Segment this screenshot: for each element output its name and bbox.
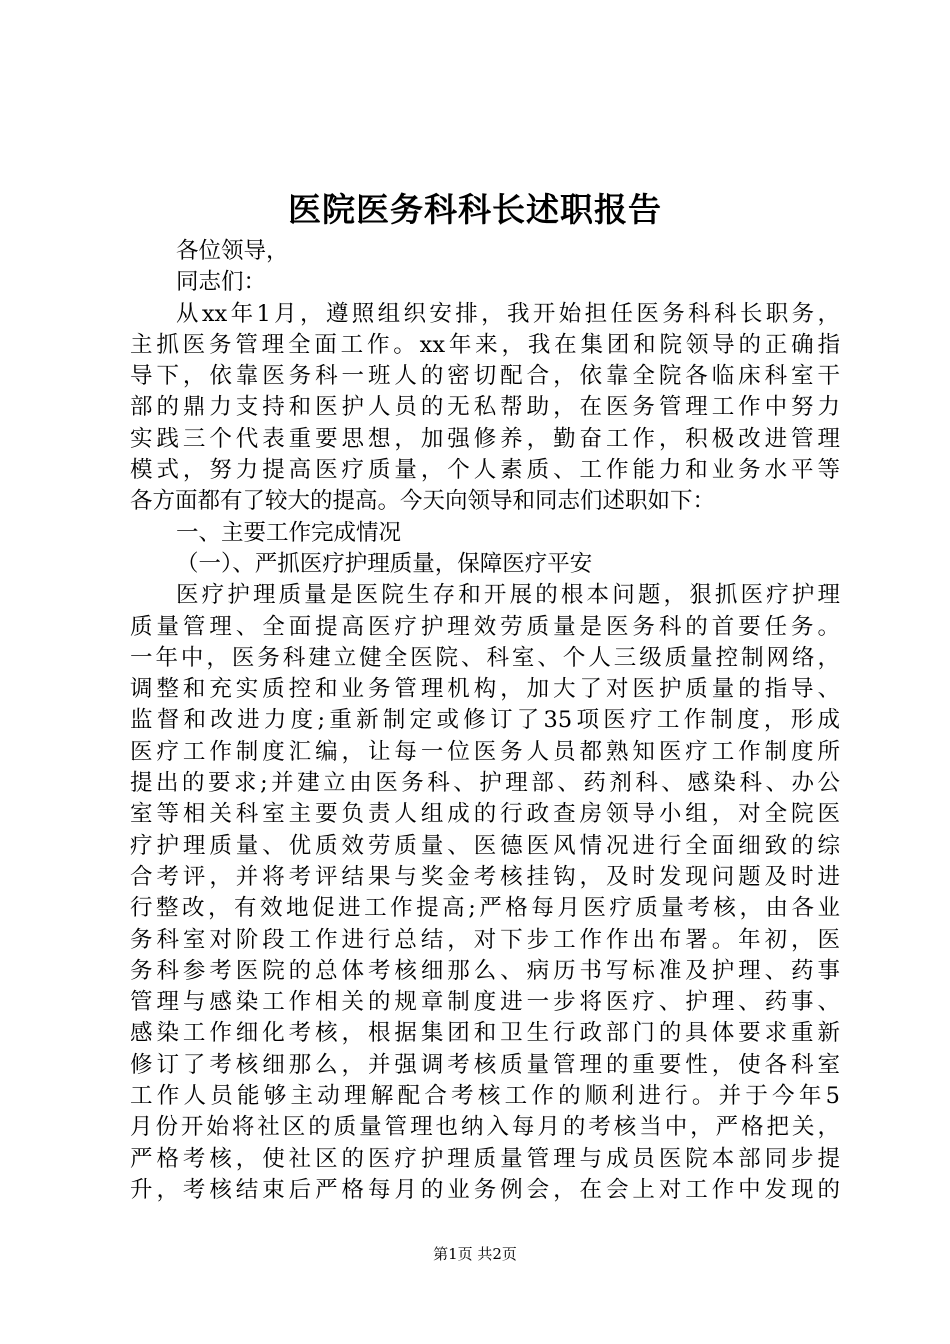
text-line: 升，考核结束后严格每月的业务例会，在会上对工作中发现的 (130, 1176, 840, 1203)
text-line: 调整和充实质控和业务管理机构，加大了对医护质量的指导、 (130, 676, 840, 703)
text-line: 导下，依靠医务科一班人的密切配合，依靠全院各临床科室干 (130, 363, 840, 390)
text-line: 务科参考医院的总体考核细那么、病历书写标准及护理、药事 (130, 957, 840, 984)
text-line: 实践三个代表重要思想，加强修养，勤奋工作，积极改进管理 (130, 425, 840, 452)
text-line: 月份开始将社区的质量管理也纳入每月的考核当中，严格把关， (130, 1114, 840, 1141)
page-footer: 第1页 共2页 (433, 1245, 517, 1263)
text-line: 一、主要工作完成情况 (176, 519, 402, 546)
text-line: 模式，努力提高医疗质量，个人素质、工作能力和业务水平等 (130, 457, 840, 484)
text-line: 行整改，有效地促进工作提高;严格每月医疗质量考核，由各业 (130, 895, 840, 922)
text-line: 监督和改进力度;重新制定或修订了35项医疗工作制度，形成 (130, 707, 840, 734)
text-line: 医疗工作制度汇编，让每一位医务人员都熟知医疗工作制度所 (130, 738, 840, 765)
text-line: 工作人员能够主动理解配合考核工作的顺利进行。并于今年5 (130, 1083, 840, 1110)
text-line: 各位领导， (176, 238, 289, 264)
text-line: 严格考核，使社区的医疗护理质量管理与成员医院本部同步提 (130, 1145, 840, 1172)
text-line: 合考评，并将考评结果与奖金考核挂钩，及时发现问题及时进 (130, 863, 840, 890)
text-line: 同志们： (176, 269, 267, 296)
text-line: 部的鼎力支持和医护人员的无私帮助，在医务管理工作中努力 (130, 394, 840, 421)
text-line: 室等相关科室主要负责人组成的行政查房领导小组，对全院医 (130, 801, 840, 828)
text-line: 提出的要求;并建立由医务科、护理部、药剂科、感染科、办公 (130, 770, 840, 797)
text-line: （一）、严抓医疗护理质量，保障医疗平安 (176, 550, 593, 577)
text-line: 各方面都有了较大的提高。今天向领导和同志们述职如下： (130, 488, 716, 515)
text-line: 感染工作细化考核，根据集团和卫生行政部门的具体要求重新 (130, 1020, 840, 1047)
text-line: 医疗护理质量是医院生存和开展的根本问题，狠抓医疗护理 (176, 582, 840, 609)
text-line: 管理与感染工作相关的规章制度进一步将医疗、护理、药事、 (130, 989, 840, 1016)
document-title: 医院医务科科长述职报告 (288, 190, 662, 229)
text-line: 务科室对阶段工作进行总结，对下步工作作出布署。年初，医 (130, 926, 840, 953)
text-line: 从xx年1月，遵照组织安排，我开始担任医务科科长职务， (176, 300, 840, 327)
text-line: 质量管理、全面提高医疗护理效劳质量是医务科的首要任务。 (130, 613, 840, 640)
text-line: 疗护理质量、优质效劳质量、医德医风情况进行全面细致的综 (130, 832, 840, 859)
text-line: 修订了考核细那么，并强调考核质量管理的重要性，使各科室 (130, 1051, 840, 1078)
document-body (130, 236, 840, 1206)
text-line: 主抓医务管理全面工作。xx年来，我在集团和院领导的正确指 (130, 331, 840, 358)
text-line: 一年中，医务科建立健全医院、科室、个人三级质量控制网络， (130, 644, 840, 671)
